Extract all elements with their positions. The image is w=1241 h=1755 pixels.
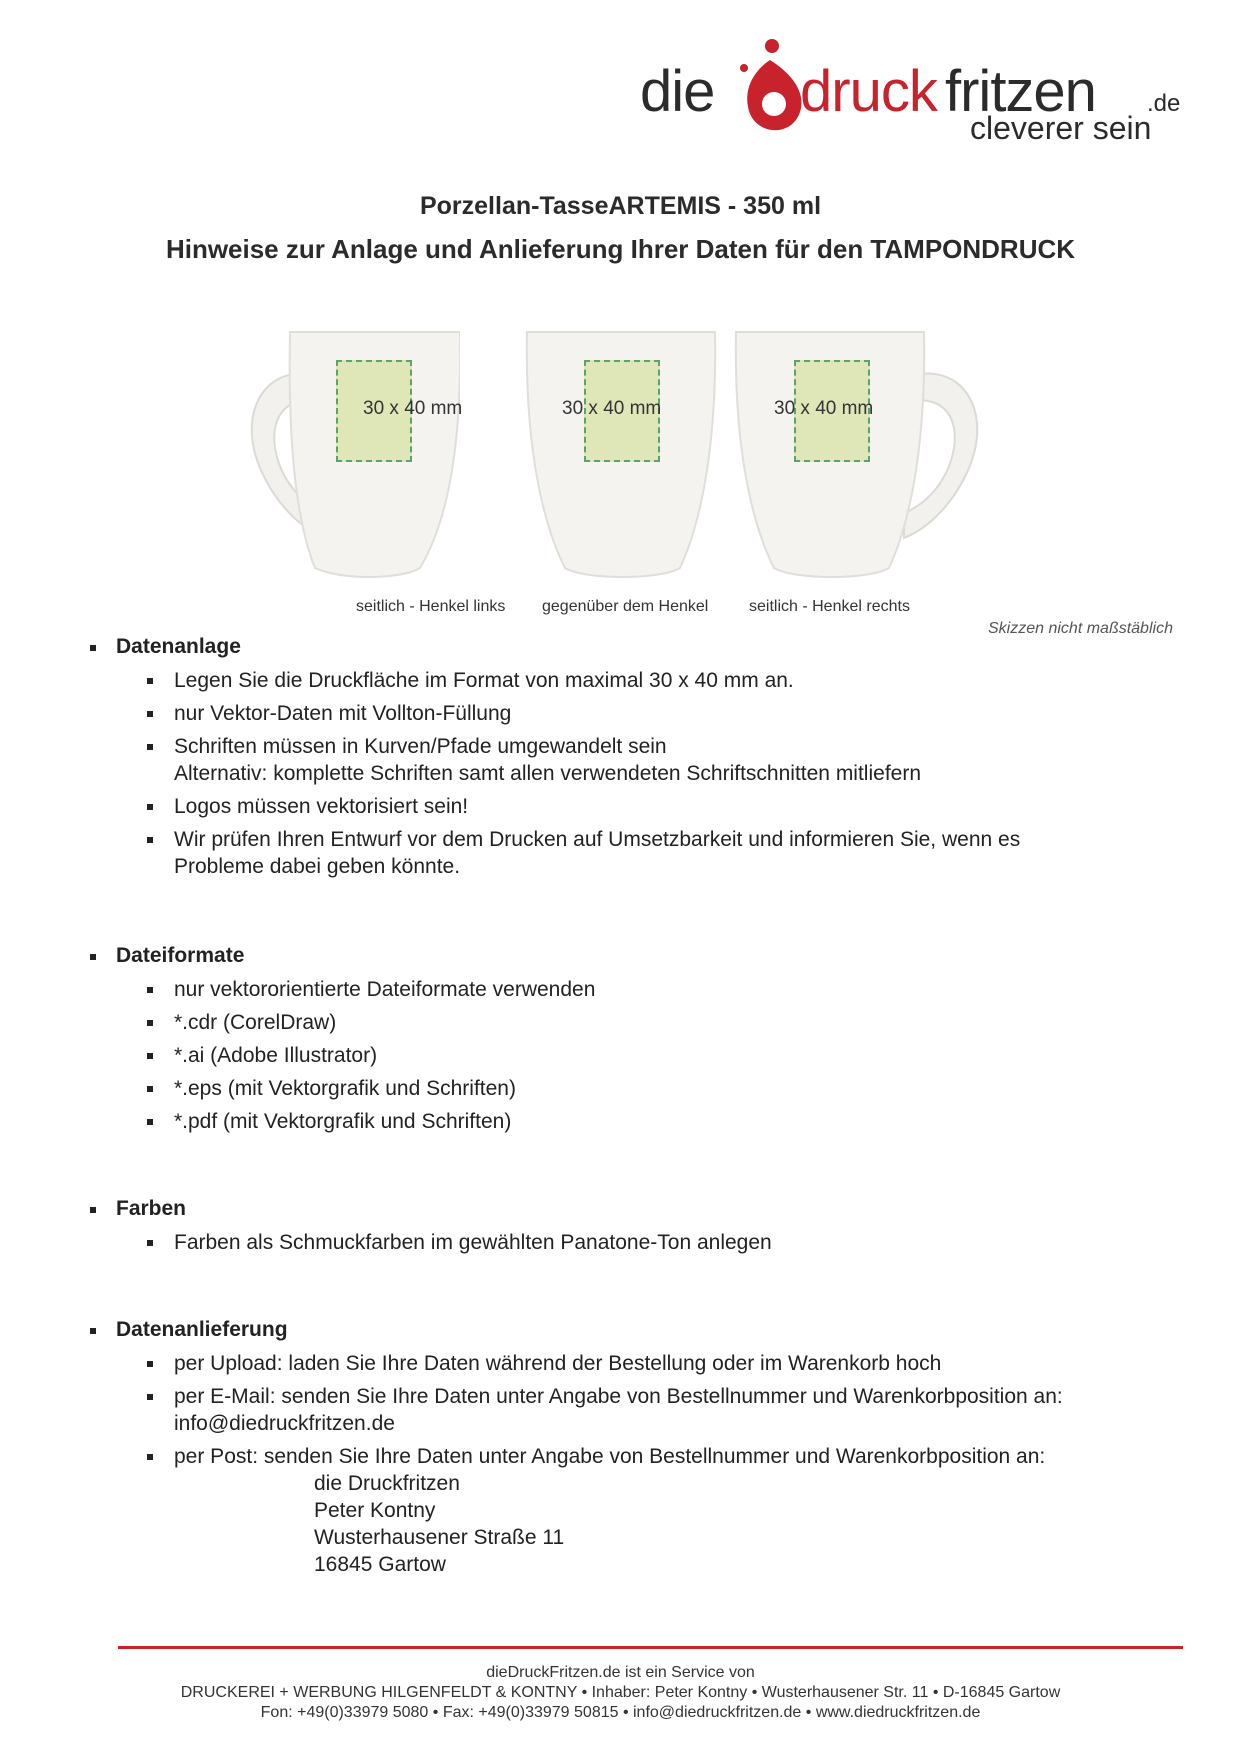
print-zone-label: 30 x 40 mm [774, 398, 874, 419]
footer-contact-line: Fon: +49(0)33979 5080 • Fax: +49(0)33979 50815 • info@diedruckfritzen.de • www.diedruckfritzen.de [260, 1704, 981, 1721]
item-list [88, 1229, 1188, 1256]
list-item: per Post: senden Sie Ihre Daten unter Angabe von Bestellnummer und Warenkorbposition an: [174, 1443, 1188, 1470]
print-zone-label: 30 x 40 mm [562, 398, 662, 419]
address-line: die Druckfritzen [314, 1472, 460, 1495]
list-item: nur Vektor-Daten mit Vollton-Füllung [174, 700, 1188, 727]
list-item: Schriften müssen in Kurven/Pfade umgewandelt sein Alternativ: komplette Schriften samt allen verwendeten Schriftschnitten mitliefern [174, 733, 1188, 787]
footer-company-line: DRUCKEREI + WERBUNG HILGENFELDT & KONTNY • Inhaber: Peter Kontny • Wusterhausener Str. 11 • D-16845 Gartow [180, 1684, 1061, 1701]
list-item: nur vektororientierte Dateiformate verwenden [174, 976, 1188, 1003]
caption-front: gegenüber dem Henkel [542, 598, 709, 615]
postal-address [88, 1470, 1188, 1578]
item-list [88, 667, 1188, 880]
list-item: *.cdr (CorelDraw) [174, 1009, 1188, 1036]
list-item: *.ai (Adobe Illustrator) [174, 1042, 1188, 1069]
sketch-note: Skizzen nicht maßstäblich [988, 620, 1173, 637]
list-item: per E-Mail: senden Sie Ihre Daten unter Angabe von Bestellnummer und Warenkorbposition an: info@diedruckfritzen.de [174, 1383, 1188, 1437]
section-heading: Datenanlage [88, 633, 1188, 661]
print-zone-label: 30 x 40 mm [363, 398, 463, 419]
mug-side-handle-right [734, 318, 994, 598]
footer-service-line: dieDruckFritzen.de ist ein Service von [486, 1664, 755, 1681]
list-item: per Upload: laden Sie Ihre Daten während der Bestellung oder im Warenkorb hoch [174, 1350, 1188, 1377]
address-line: 16845 Gartow [314, 1553, 446, 1576]
section-dateiformate [88, 942, 1188, 1135]
caption-handle-left: seitlich - Henkel links [356, 598, 506, 615]
section-farben [88, 1195, 1188, 1256]
list-item: Logos müssen vektorisiert sein! [174, 793, 1188, 820]
document-title: Hinweise zur Anlage und Anlieferung Ihrer Daten für den TAMPONDRUCK [165, 234, 1076, 264]
list-item: Legen Sie die Druckfläche im Format von maximal 30 x 40 mm an. [174, 667, 1188, 694]
list-item: *.eps (mit Vektorgrafik und Schriften) [174, 1075, 1188, 1102]
company-logo [640, 30, 1200, 150]
section-datenanlage [88, 633, 1188, 880]
item-list [88, 976, 1188, 1135]
mug-side-handle-left [230, 318, 463, 598]
address-line: Wusterhausener Straße 11 [314, 1526, 565, 1549]
footer-divider [118, 1646, 1183, 1649]
logo-word-druck: druck [800, 59, 937, 124]
mug-illustrations [230, 318, 1010, 598]
list-item: *.pdf (mit Vektorgrafik und Schriften) [174, 1108, 1188, 1135]
section-heading: Datenanlieferung [88, 1316, 1188, 1344]
caption-handle-right: seitlich - Henkel rechts [749, 598, 910, 615]
logo-word-die: die [640, 59, 715, 124]
list-item: Wir prüfen Ihren Entwurf vor dem Drucken auf Umsetzbarkeit und informieren Sie, wenn es Probleme dabei geben könnte. [174, 826, 1188, 880]
item-list [88, 1350, 1188, 1470]
logo-word-fritzen: fritzen [945, 59, 1096, 124]
address-line: Peter Kontny [314, 1499, 436, 1522]
mug-front [525, 318, 725, 598]
logo-drop-icon [730, 36, 810, 136]
section-datenanlieferung [88, 1316, 1188, 1578]
list-item: Farben als Schmuckfarben im gewählten Panatone-Ton anlegen [174, 1229, 1188, 1256]
logo-tld: .de [1147, 90, 1181, 117]
section-heading: Dateiformate [88, 942, 1188, 970]
product-title: Porzellan-TasseARTEMIS - 350 ml [419, 192, 822, 220]
section-heading: Farben [88, 1195, 1188, 1223]
logo-slogan: cleverer sein [970, 110, 1152, 146]
